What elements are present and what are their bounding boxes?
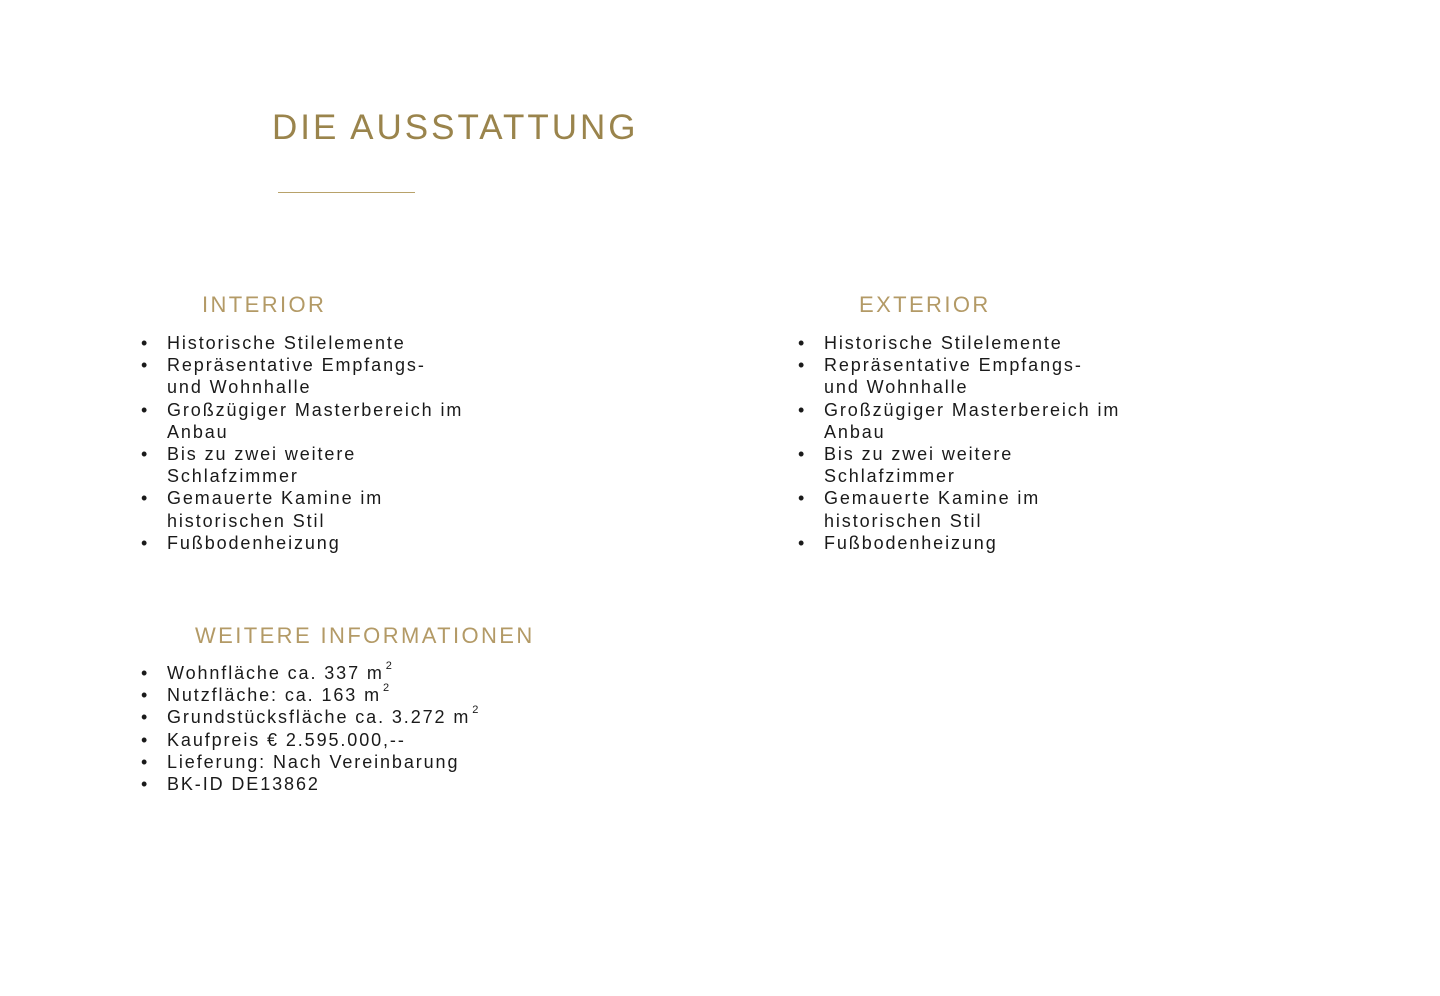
exterior-heading: EXTERIOR [859,292,991,317]
list-item: • Repräsentative Empfangs- und Wohnhalle [798,354,1218,398]
info-list [141,662,601,795]
usable-area: Nutzfläche: ca. 163 m [167,685,381,706]
purchase-price: Kaufpreis € 2.595.000,-- [167,729,406,750]
list-item: • Repräsentative Empfangs- und Wohnhalle [141,354,561,398]
list-item [141,706,601,728]
list-item [141,662,601,684]
info-heading: WEITERE INFORMATIONEN [195,623,535,648]
list-item: • Gemauerte Kamine im historischen Stil [798,487,1218,531]
unit-exponent: 2 [385,660,394,672]
interior-heading: INTERIOR [202,292,327,317]
list-item: • Historische Stilelemente [141,332,561,354]
list-item [141,729,601,751]
list-item: • Fußbodenheizung [141,532,561,554]
bk-id: BK-ID DE13862 [167,774,320,795]
list-item: • Fußbodenheizung [798,532,1218,554]
living-area: Wohnfläche ca. 337 m [167,663,384,683]
list-item: • Großzügiger Masterbereich im Anbau [798,399,1218,443]
unit-exponent: 2 [472,704,481,717]
list-item: • Bis zu zwei weitere Schlafzimmer [141,443,561,487]
title-divider [278,192,415,193]
exterior-list [798,332,1218,554]
list-item: • Bis zu zwei weitere Schlafzimmer [798,443,1218,487]
page-title: DIE AUSSTATTUNG [272,108,639,147]
plot-area: Grundstücksfläche ca. 3.272 m [167,707,471,728]
unit-exponent: 2 [383,682,392,695]
list-item [141,751,601,773]
list-item [141,684,601,706]
interior-list [141,332,561,554]
delivery: Lieferung: Nach Vereinbarung [167,751,460,772]
list-item: • Großzügiger Masterbereich im Anbau [141,399,561,443]
list-item: • Historische Stilelemente [798,332,1218,354]
list-item: • Gemauerte Kamine im historischen Stil [141,487,561,531]
list-item [141,773,601,795]
